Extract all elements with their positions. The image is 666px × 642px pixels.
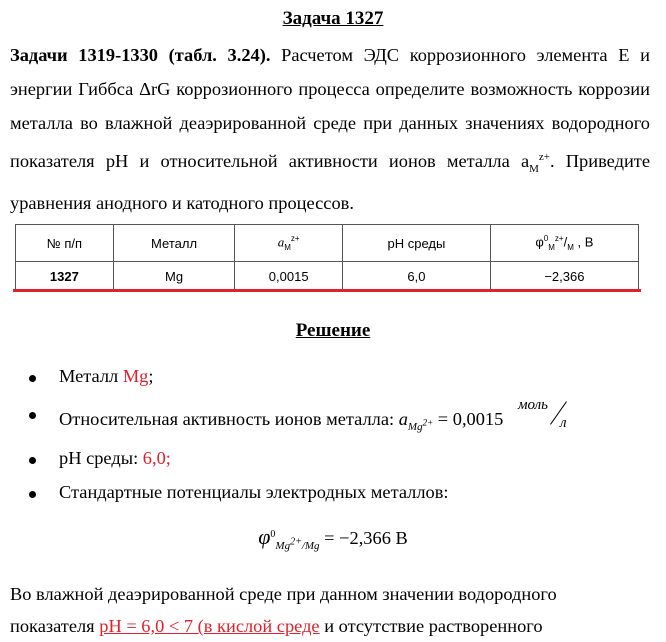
cell-activity: 0,0015 — [235, 262, 343, 291]
ph-condition: pH = 6,0 < 7 (в кислой среде — [99, 616, 320, 636]
task-title: Задача 1327 — [282, 8, 384, 29]
activity-value: = 0,0015 — [437, 409, 504, 429]
col-activity: $a_M^{z+}$ — [235, 225, 343, 262]
table-row — [16, 262, 639, 291]
task-range: Задачи 1319-1330 (табл. 3.24). — [10, 45, 271, 65]
list-item: Металл Mg; — [32, 366, 154, 387]
solution-title: Решение — [295, 320, 371, 341]
potential-value: = −2,366 В — [324, 528, 408, 548]
ph-value: 6,0; — [142, 448, 171, 468]
table-header-row — [16, 225, 639, 262]
bottom-paragraph: Во влажной деаэрированной среде при данном значении водородного показателя pH = 6,0 < 7 (в кислой среде и отсутствие растворенного — [10, 584, 557, 636]
list-item: pH среды: 6,0; — [32, 448, 171, 469]
statement-end: . Приведите уравнения анодного и катодного процессов. — [10, 151, 650, 213]
data-table — [15, 224, 639, 291]
cell-metal: Mg — [113, 262, 235, 291]
activity-superscript: z+ — [538, 151, 550, 163]
potential-formula: $\varphi^0_{Mg^{2+}/Mg} = -2,366$ В — [258, 524, 408, 552]
cell-ph: 6,0 — [343, 262, 491, 291]
col-ph: pH среды — [343, 225, 491, 262]
col-number: № п/п — [16, 225, 114, 262]
cell-number: 1327 — [16, 262, 114, 291]
red-underline — [13, 289, 641, 292]
task-statement — [10, 38, 650, 220]
list-item: Относительная активность ионов металла: $a_{Mg^{2+}} = 0,0015$ моль л — [32, 403, 584, 433]
col-metal: Металл — [113, 225, 235, 262]
statement-text: Расчетом ЭДС коррозионного элемента E и энергии Гиббса ΔrG коррозионного процесса определите возможность коррозии металла во влажной деаэрированной среде при данных значениях водородного показателя pH и относительной активности ионов металла a — [10, 45, 651, 172]
metal-value: Mg — [122, 366, 149, 386]
activity-subscript: M — [529, 162, 539, 175]
cell-potential: −2,366 — [490, 262, 638, 291]
list-item: Стандартные потенциалы электродных металлов: — [32, 482, 449, 503]
col-potential: $\varphi^0_M^{z+}/_M$ , B — [490, 225, 638, 262]
